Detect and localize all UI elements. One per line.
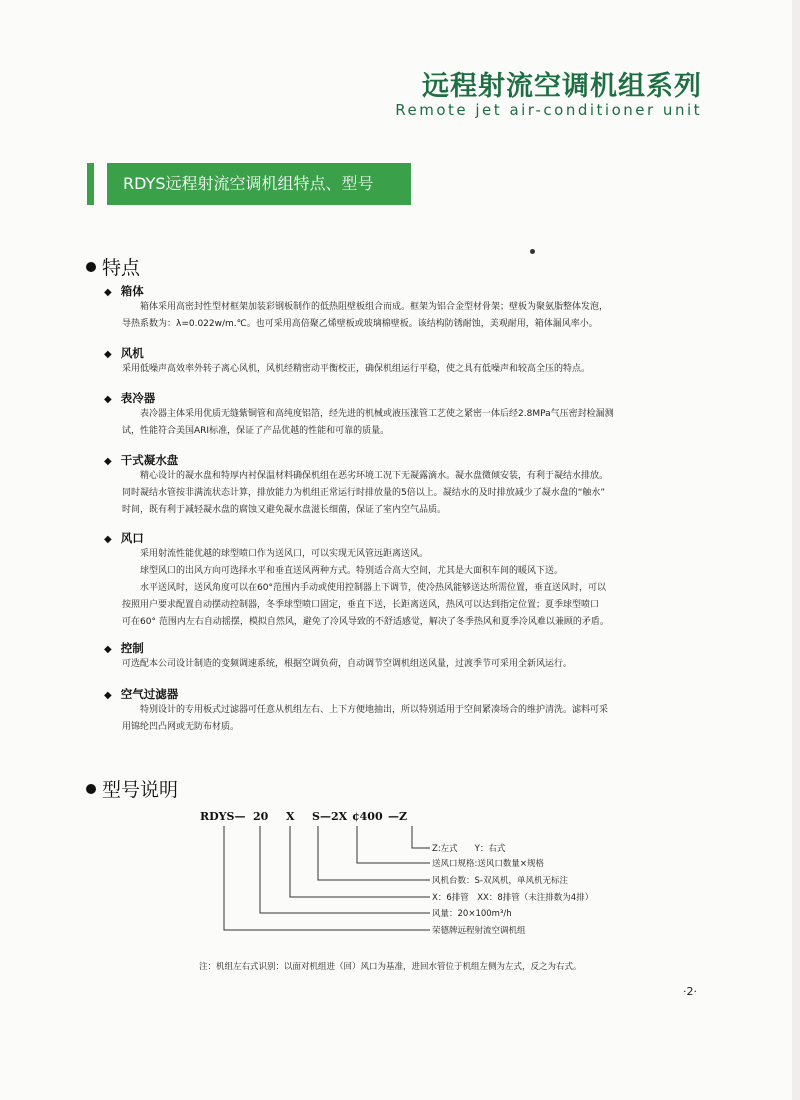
legend-side: Z:左式 Y：右式	[432, 844, 506, 854]
text-line: 特别设计的专用板式过滤器可任意从机组左右、上下方便地抽出，所以特别适用于空间紧凑场合的维护清洗。滤料可采	[140, 705, 609, 715]
text-line: 球型风口的出风方向可选择水平和垂直送风两种方式。特别适合高大空间，尤其是大面积车间的暖风下送。	[140, 566, 564, 576]
text-line: 可选配本公司设计制造的变频调速系统，根据空调负荷，自动调节空调机组送风量，过渡季节可采用全新风运行。	[122, 659, 573, 669]
section-banner: RDYS远程射流空调机组特点、型号	[107, 163, 411, 205]
text-line: 按照用户要求配置自动摆动控制器，冬季球型喷口固定，垂直下送，长距离送风，热风可以达到指定位置；夏季球型喷口	[122, 600, 600, 610]
model-heading-label: 型号说明	[102, 779, 179, 801]
text-line: 时间，既有利于减轻凝水盘的腐蚀又避免凝水盘滋长细菌，保证了室内空气品质。	[122, 505, 447, 515]
diamond-icon: ◆	[104, 456, 112, 467]
feature-title-label: 控制	[120, 641, 144, 655]
text-line: 导热系数为：λ=0.022w/m.℃。也可采用高倍聚乙烯壁板或玻璃棉壁板。该结构防锈耐蚀，美观耐用，箱体漏风率小。	[122, 319, 598, 329]
feature-title-label: 箱体	[120, 284, 144, 298]
diamond-icon: ◆	[104, 287, 112, 298]
feature-title-label: 风口	[120, 531, 144, 545]
model-code-series: RDYS—	[200, 810, 246, 823]
text-line: 同时凝结水管按非满流状态计算，排放能力为机组正常运行时排放量的5倍以上。凝结水的及时排放减少了凝水盘的“触水”	[122, 488, 606, 498]
legend-rows: X：6排管 XX：8排管（未注排数为4排）	[432, 893, 594, 903]
model-code-fans: S—2X	[312, 810, 348, 823]
diamond-icon: ◆	[104, 534, 112, 545]
model-code-outlet: ¢400	[352, 810, 383, 823]
diamond-icon: ◆	[104, 690, 112, 701]
model-code-airflow: 20	[253, 810, 269, 823]
diamond-icon: ◆	[104, 349, 112, 360]
text-line: 采用低噪声高效率外转子离心风机，风机经精密动平衡校正，确保机组运行平稳，使之具有低噪声和较高全压的特点。	[122, 364, 591, 374]
features-heading-label: 特点	[102, 257, 141, 279]
feature-title-label: 风机	[120, 346, 144, 360]
page-number: ·2·	[683, 985, 697, 998]
feature-title-label: 空气过滤器	[120, 687, 179, 701]
model-code-rows: X	[286, 810, 295, 823]
legend-brand: 荣德牌远程射流空调机组	[432, 926, 526, 936]
legend-fans: 风机台数：S-双风机，单风机无标注	[432, 876, 568, 886]
feature-title-label: 干式凝水盘	[120, 453, 179, 467]
legend-airflow: 风量：20×100m³/h	[432, 909, 512, 919]
text-line: 水平送风时，送风角度可以在60°范围内手动或使用控制器上下调节，使冷热风能够送达所需位置，垂直送风时，可以	[140, 583, 606, 593]
text-line: 用锦纶凹凸网或无防布材质。	[122, 722, 240, 732]
text-line: 箱体采用高密封性型材框架加装彩钢板制作的低热阻壁板组合而成。框架为铝合金型材骨架；壁板为聚氨脂整体发泡，	[140, 302, 609, 312]
text-line: 表冷器主体采用优质无缝紫铜管和高纯度铝箔，经先进的机械或液压涨管工艺使之紧密一体后经2.8MPa气压密封检漏测	[140, 409, 614, 419]
diamond-icon: ◆	[104, 394, 112, 405]
text-line: 采用射流性能优越的球型喷口作为送风口，可以实现无风管远距离送风。	[140, 549, 429, 559]
model-code-side: —Z	[388, 810, 408, 823]
page-subtitle: Remote jet air-conditioner unit	[395, 101, 702, 119]
model-note: 注：机组左右式识别：以面对机组进（回）风口为基准，进回水管位于机组左侧为左式，反之为右式。	[199, 962, 582, 972]
legend-outlet: 送风口规格:送风口数量×规格	[432, 859, 544, 869]
text-line: 试，性能符合美国ARI标准，保证了产品优越的性能和可靠的质量。	[122, 426, 390, 436]
text-line: 精心设计的凝水盘和特厚内衬保温材料确保机组在恶劣环境工况下无凝露滴水。凝水盘微倾安装，有利于凝结水排放。	[140, 471, 609, 481]
diamond-icon: ◆	[104, 644, 112, 655]
feature-title-label: 表冷器	[120, 391, 156, 405]
text-line: 可在60° 范围内左右自动摇摆，模拟自然风，避免了冷风导致的不舒适感觉，解决了冬季热风和夏季冷风难以兼顾的矛盾。	[122, 617, 609, 627]
page-title: 远程射流空调机组系列	[422, 71, 702, 102]
